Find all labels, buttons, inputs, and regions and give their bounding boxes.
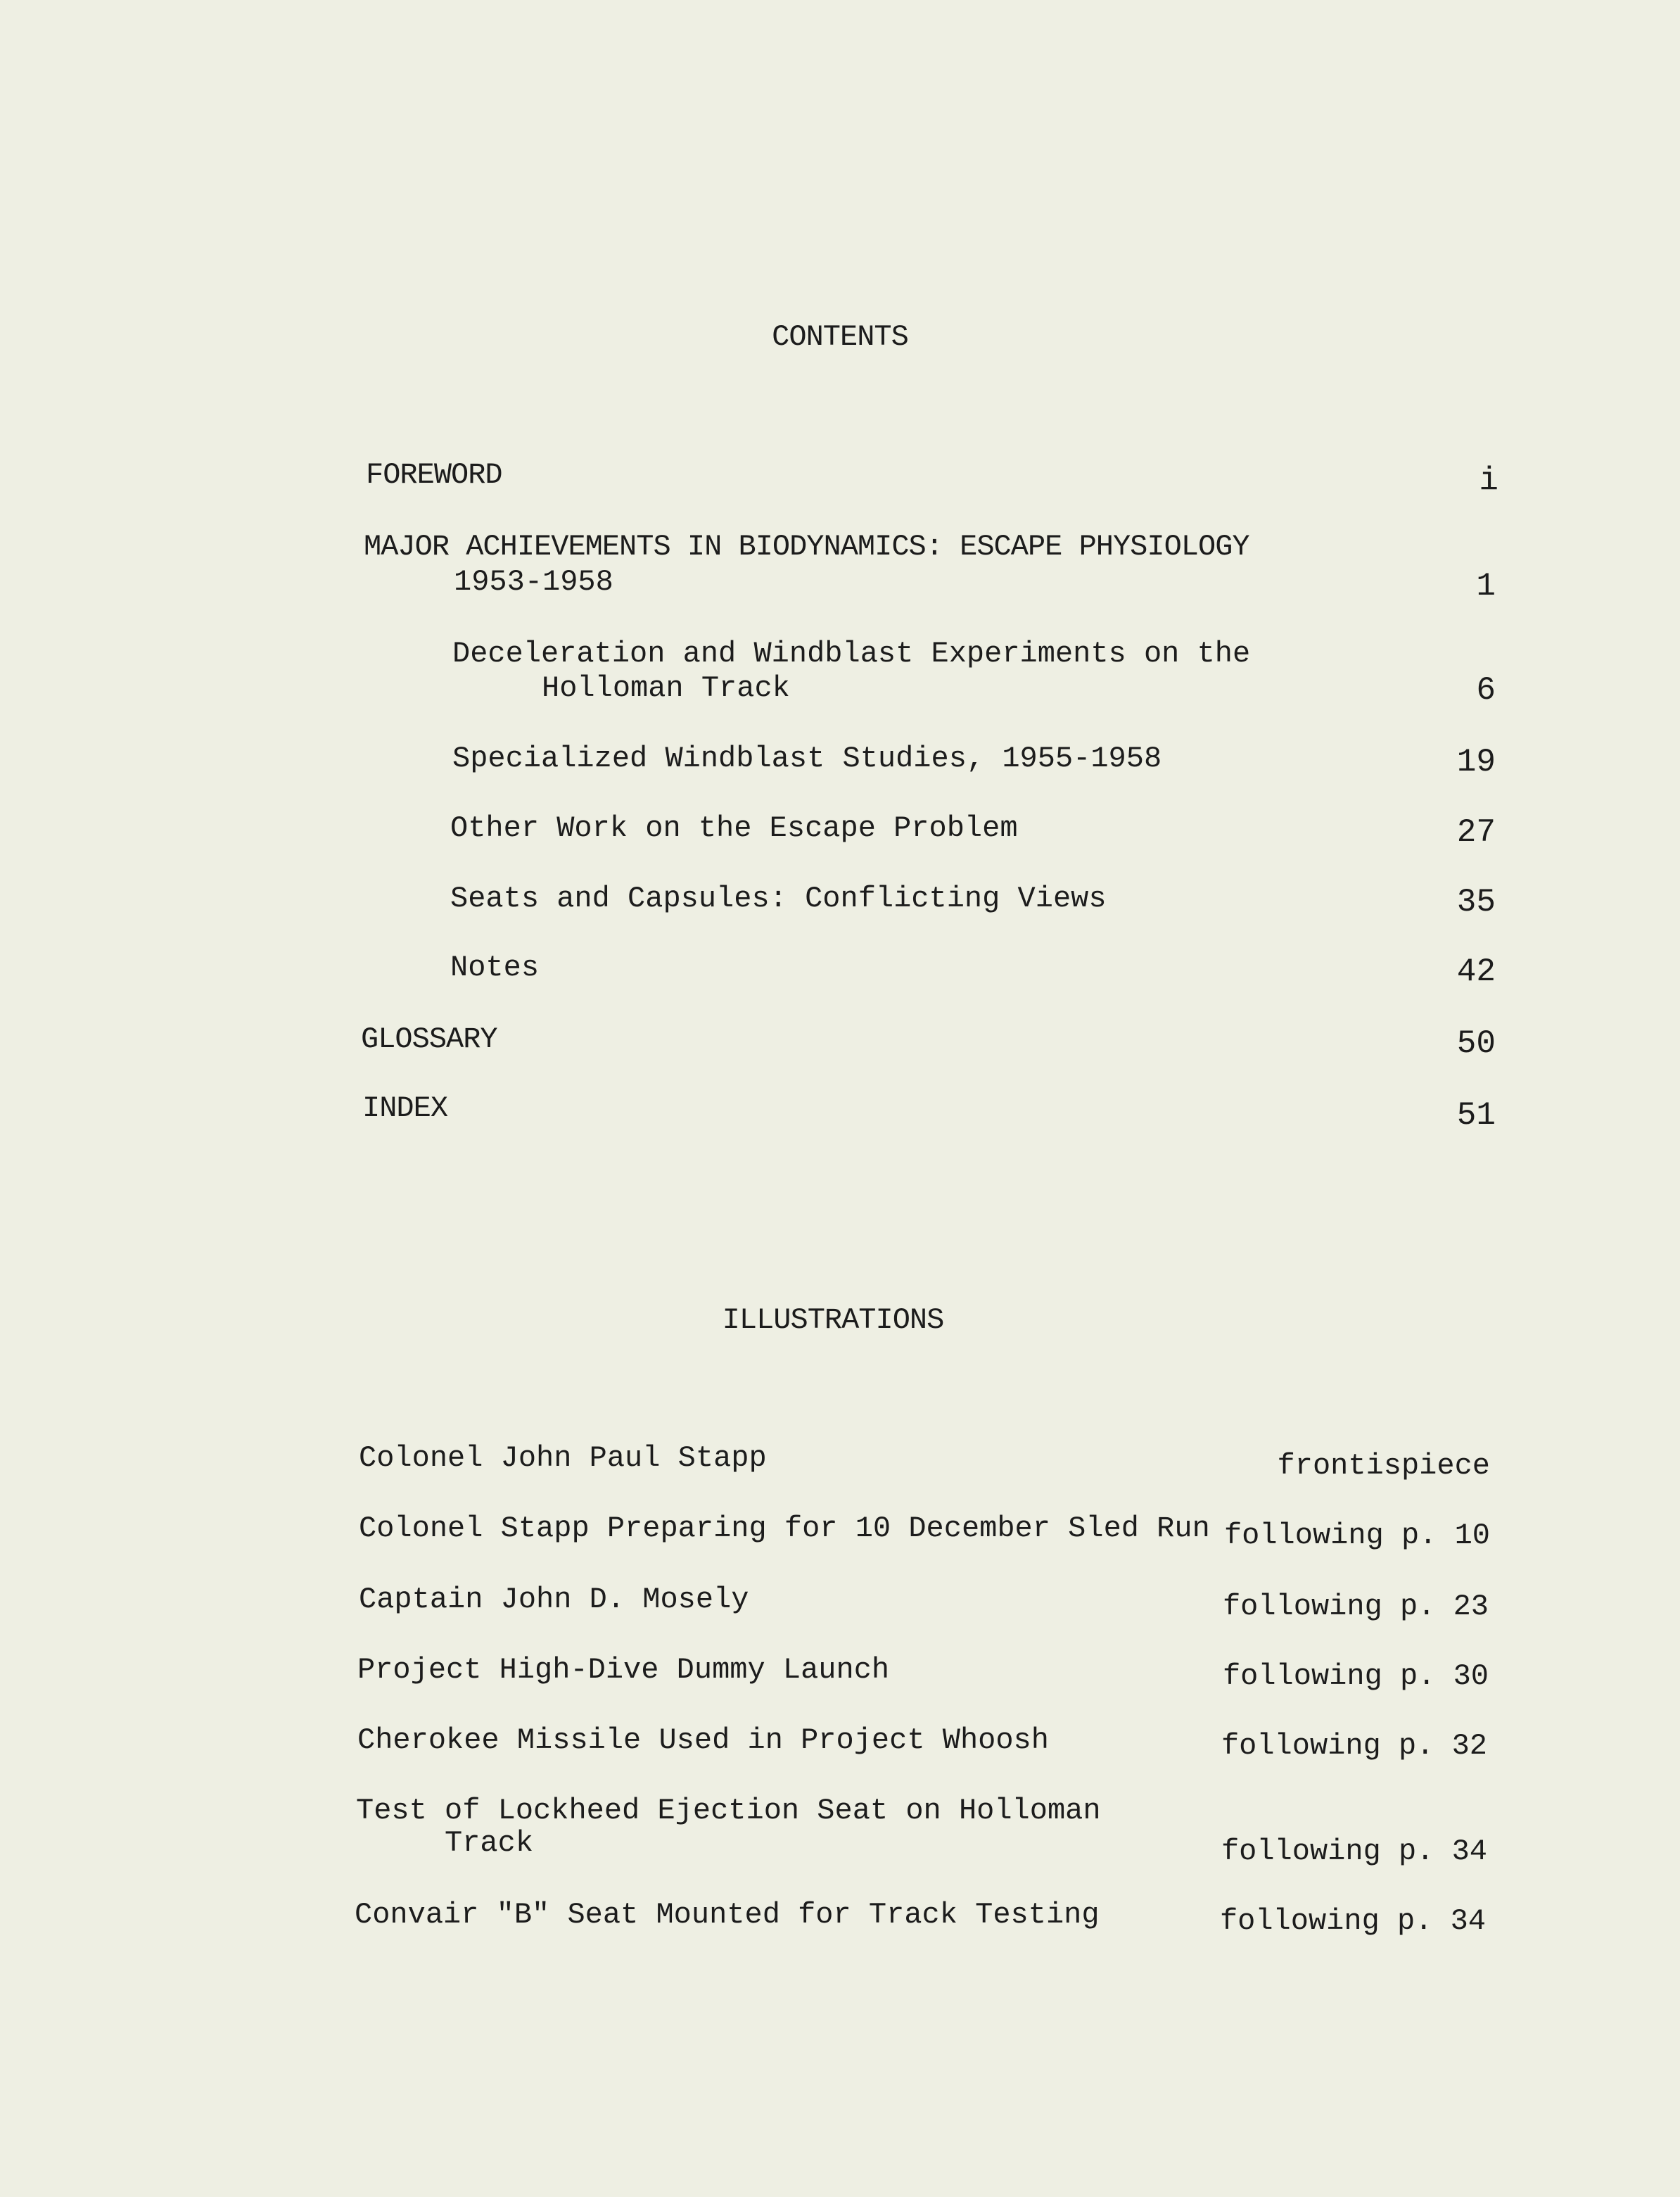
illustration-location: following p. 30 (1222, 1659, 1489, 1693)
toc-entry-notes: Notes (450, 951, 540, 984)
toc-page-seats-capsules: 35 (1456, 884, 1496, 920)
illustration-entry: Colonel John Paul Stapp (359, 1441, 767, 1475)
illustration-location: following p. 34 (1219, 1904, 1486, 1938)
illustration-location: following p. 32 (1221, 1729, 1487, 1763)
illustration-location: following p. 34 (1221, 1835, 1487, 1868)
toc-entry-major-achievements-line2: 1953-1958 (454, 565, 613, 599)
toc-page-index: 51 (1456, 1097, 1496, 1134)
contents-heading: CONTENTS (772, 320, 908, 354)
illustration-entry: Colonel Stapp Preparing for 10 December Sled Run (359, 1512, 1210, 1545)
toc-entry-seats-capsules: Seats and Capsules: Conflicting Views (450, 882, 1107, 916)
toc-entry-foreword: FOREWORD (366, 458, 502, 492)
illustration-entry-line2: Track (445, 1826, 534, 1860)
illustration-location: following p. 10 (1223, 1519, 1490, 1552)
toc-page-other-work: 27 (1456, 814, 1496, 851)
toc-page-deceleration: 6 (1476, 672, 1496, 709)
toc-page-notes: 42 (1456, 954, 1496, 990)
toc-entry-deceleration: Deceleration and Windblast Experiments on the (452, 637, 1251, 671)
illustration-entry: Project High-Dive Dummy Launch (357, 1653, 890, 1687)
illustration-entry: Convair "B" Seat Mounted for Track Testing (355, 1898, 1100, 1932)
illustration-entry: Cherokee Missile Used in Project Whoosh (357, 1723, 1049, 1757)
toc-entry-deceleration-line2: Holloman Track (542, 671, 790, 705)
toc-entry-major-achievements: MAJOR ACHIEVEMENTS IN BIODYNAMICS: ESCAPE PHYSIOLOGY (364, 530, 1249, 564)
toc-page-glossary: 50 (1456, 1025, 1496, 1062)
toc-page-major-achievements: 1 (1476, 568, 1496, 604)
illustration-entry: Test of Lockheed Ejection Seat on Holloman (356, 1794, 1101, 1828)
toc-entry-index: INDEX (362, 1091, 448, 1125)
toc-entry-other-work: Other Work on the Escape Problem (450, 811, 1018, 845)
toc-entry-specialized-windblast: Specialized Windblast Studies, 1955-1958 (452, 742, 1162, 775)
illustration-entry: Captain John D. Mosely (359, 1583, 749, 1616)
toc-page-foreword: i (1479, 462, 1498, 499)
illustrations-heading: ILLUSTRATIONS (722, 1303, 944, 1337)
illustration-location: following p. 23 (1222, 1590, 1489, 1623)
toc-entry-glossary: GLOSSARY (361, 1022, 497, 1056)
toc-page-specialized-windblast: 19 (1456, 744, 1496, 780)
illustration-location: frontispiece (1277, 1449, 1490, 1483)
